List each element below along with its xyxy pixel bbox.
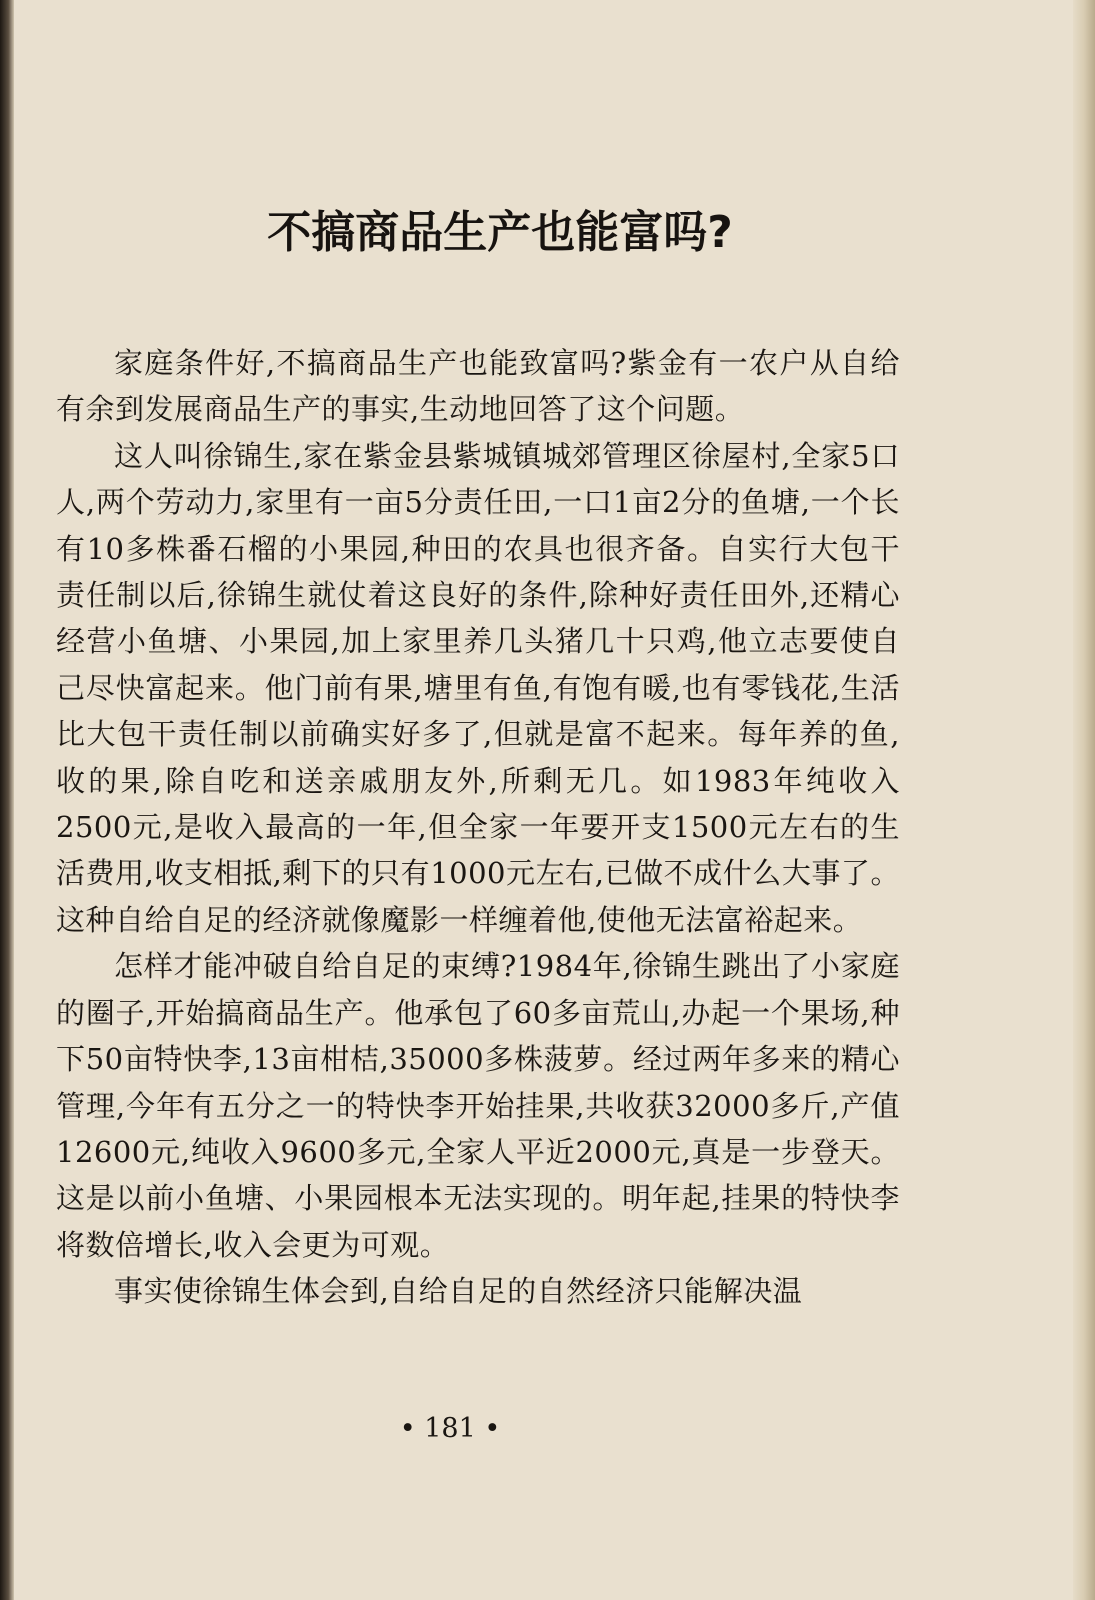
page-number: • 181 • xyxy=(399,1413,501,1444)
paragraph-4: 事实使徐锦生体会到,自给自足的自然经济只能解决温 xyxy=(114,1274,803,1309)
paragraph-1: 家庭条件好,不搞商品生产也能致富吗?紫金有一农户从自给有余到发展商品生产的事实,生动地回答了这个问题。 xyxy=(56,346,900,427)
article-title: 不搞商品生产也能富吗? xyxy=(267,207,733,258)
page-edge xyxy=(1073,0,1095,1600)
paragraph-2: 这人叫徐锦生,家在紫金县紫城镇城郊管理区徐屋村,全家5口人,两个劳动力,家里有一亩5分责任田,一口1亩2分的鱼塘,一个长有10多株番石榴的小果园,种田的农具也很齐备。自实行大包干责任制以后,徐锦生就仗着这良好的条件,除种好责任田外,还精心经营小鱼塘、小果园,加上家里养几头猪几十只鸡,他立志要使自己尽快富起来。他门前有果,塘里有鱼,有饱有暖,也有零钱花,生活比大包干责任制以前确实好多了,但就是富不起来。每年养的鱼,收的果,除自吃和送亲戚朋友外,所剩无几。如1983年纯收入2500元,是收入最高的一年,但全家一年要开支1500元左右的生活费用,收支相抵,剩下的只有1000元左右,已做不成什么大事了。这种自给自足的经济就像魔影一样缠着他,使他无法富裕起来。 xyxy=(56,438,900,937)
paragraph-3: 怎样才能冲破自给自足的束缚?1984年,徐锦生跳出了小家庭的圈子,开始搞商品生产。他承包了60多亩荒山,办起一个果场,种下50亩特快李,13亩柑桔,35000多株菠萝。经过两年多来的精心管理,今年有五分之一的特快李开始挂果,共收获32000多斤,产值12600元,纯收入9600多元,全家人平近2000元,真是一步登天。这是以前小鱼塘、小果园根本无法实现的。明年起,挂果的特快李将数倍增长,收入会更为可观。 xyxy=(56,949,900,1262)
article-body xyxy=(56,340,900,1315)
